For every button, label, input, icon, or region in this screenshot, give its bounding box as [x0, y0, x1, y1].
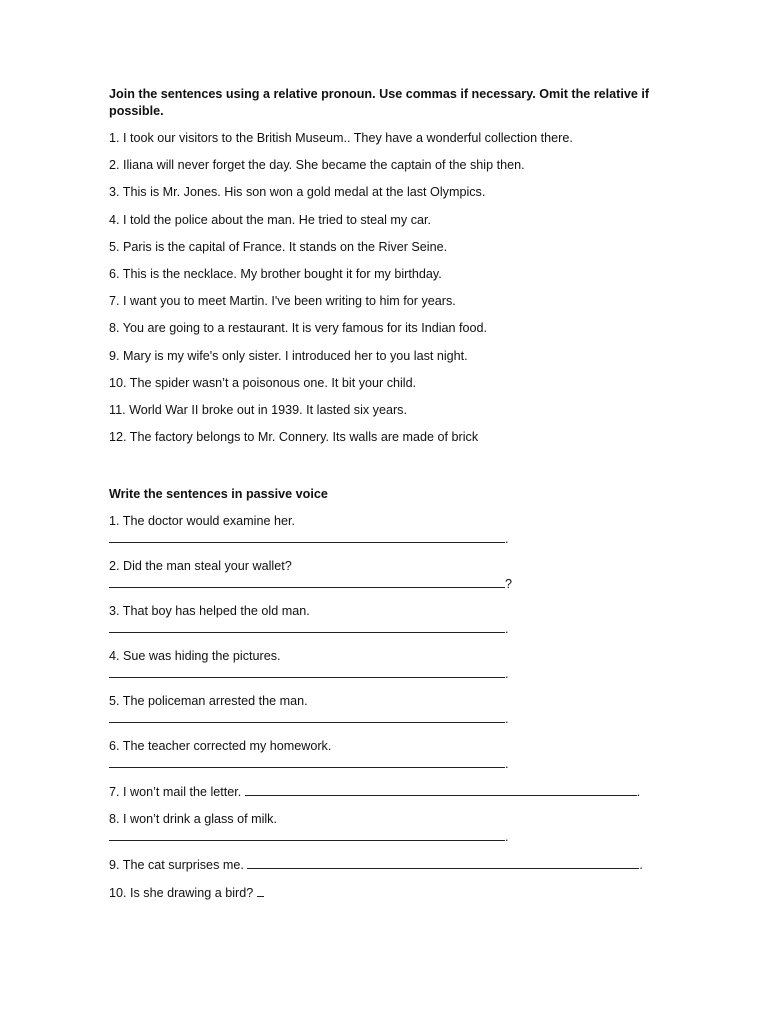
passive-item	[109, 558, 669, 593]
answer-blank[interactable]	[109, 530, 505, 543]
passive-item	[109, 884, 669, 902]
answer-blank[interactable]	[109, 575, 505, 588]
answer-blank[interactable]	[109, 665, 505, 678]
answer-line[interactable]	[109, 665, 669, 683]
answer-end-mark: .	[505, 757, 509, 772]
answer-end-mark: .	[505, 532, 509, 547]
section-relative-pronouns	[109, 86, 669, 456]
exercise-item: 12. The factory belongs to Mr. Connery. Its walls are made of brick	[109, 430, 479, 445]
passive-prompt: 6. The teacher corrected my homework.	[109, 739, 332, 754]
passive-prompt: 7. I won’t mail the letter.	[109, 785, 242, 800]
answer-end-mark: .	[505, 667, 509, 682]
section-passive-voice	[109, 486, 669, 902]
exercise-item: 1. I took our visitors to the British Museum.. They have a wonderful collection there.	[109, 131, 573, 145]
passive-prompt: 9. The cat surprises me.	[109, 858, 244, 873]
exercise-item: 6. This is the necklace. My brother bought it for my birthday.	[109, 266, 442, 281]
answer-line[interactable]	[109, 575, 669, 593]
passive-item	[109, 783, 669, 801]
passive-prompt: 8. I won’t drink a glass of milk.	[109, 812, 277, 827]
answer-line[interactable]	[109, 856, 669, 874]
passive-prompt: 5. The policeman arrested the man.	[109, 694, 308, 709]
exercise-item: 3. This is Mr. Jones. His son won a gold medal at the last Olympics.	[109, 185, 486, 200]
passive-item	[109, 693, 669, 728]
answer-blank[interactable]	[257, 884, 264, 897]
exercise-item: 10. The spider wasn’t a poisonous one. It bit your child.	[109, 375, 417, 390]
answer-end-mark: ?	[505, 577, 513, 592]
passive-item	[109, 603, 669, 638]
answer-end-mark: .	[636, 785, 641, 800]
answer-line[interactable]	[109, 530, 669, 548]
answer-blank[interactable]	[245, 783, 637, 796]
answer-blank[interactable]	[109, 755, 505, 768]
answer-blank[interactable]	[109, 710, 505, 723]
passive-prompt: 2. Did the man steal your wallet?	[109, 559, 292, 574]
answer-line[interactable]	[109, 884, 669, 902]
exercise-item: 9. Mary is my wife's only sister. I introduced her to you last night.	[109, 348, 468, 363]
passive-item	[109, 648, 669, 683]
answer-blank[interactable]	[109, 828, 505, 841]
exercise-item: 2. Iliana will never forget the day. She became the captain of the ship then.	[109, 158, 525, 173]
passive-prompt: 4. Sue was hiding the pictures.	[109, 649, 281, 664]
passive-prompt: 10. Is she drawing a bird?	[109, 886, 254, 901]
section2-title: Write the sentences in passive voice	[109, 487, 328, 502]
exercise-item: 4. I told the police about the man. He tried to steal my car.	[109, 212, 432, 227]
exercise-item: 7. I want you to meet Martin. I've been writing to him for years.	[109, 294, 456, 309]
passive-item	[109, 856, 669, 874]
exercise-item: 5. Paris is the capital of France. It stands on the River Seine.	[109, 239, 448, 254]
answer-end-mark: .	[505, 622, 509, 637]
answer-blank[interactable]	[247, 856, 639, 869]
passive-prompt: 3. That boy has helped the old man.	[109, 604, 310, 619]
section1-instructions: Join the sentences using a relative pronoun. Use commas if necessary. Omit the relative if possible.	[109, 87, 650, 118]
passive-prompt: 1. The doctor would examine her.	[109, 514, 295, 529]
answer-line[interactable]	[109, 783, 669, 801]
exercise-item: 11. World War II broke out in 1939. It lasted six years.	[109, 402, 407, 417]
answer-line[interactable]	[109, 755, 669, 773]
answer-end-mark: .	[639, 858, 643, 873]
answer-blank[interactable]	[109, 620, 505, 633]
answer-line[interactable]	[109, 828, 669, 846]
exercise-item: 8. You are going to a restaurant. It is very famous for its Indian food.	[109, 321, 488, 336]
passive-item	[109, 811, 669, 846]
answer-end-mark: .	[505, 830, 509, 845]
answer-line[interactable]	[109, 620, 669, 638]
passive-item	[109, 738, 669, 773]
passive-item	[109, 513, 669, 548]
answer-end-mark: .	[505, 712, 509, 727]
answer-line[interactable]	[109, 710, 669, 728]
worksheet-page	[109, 86, 669, 912]
